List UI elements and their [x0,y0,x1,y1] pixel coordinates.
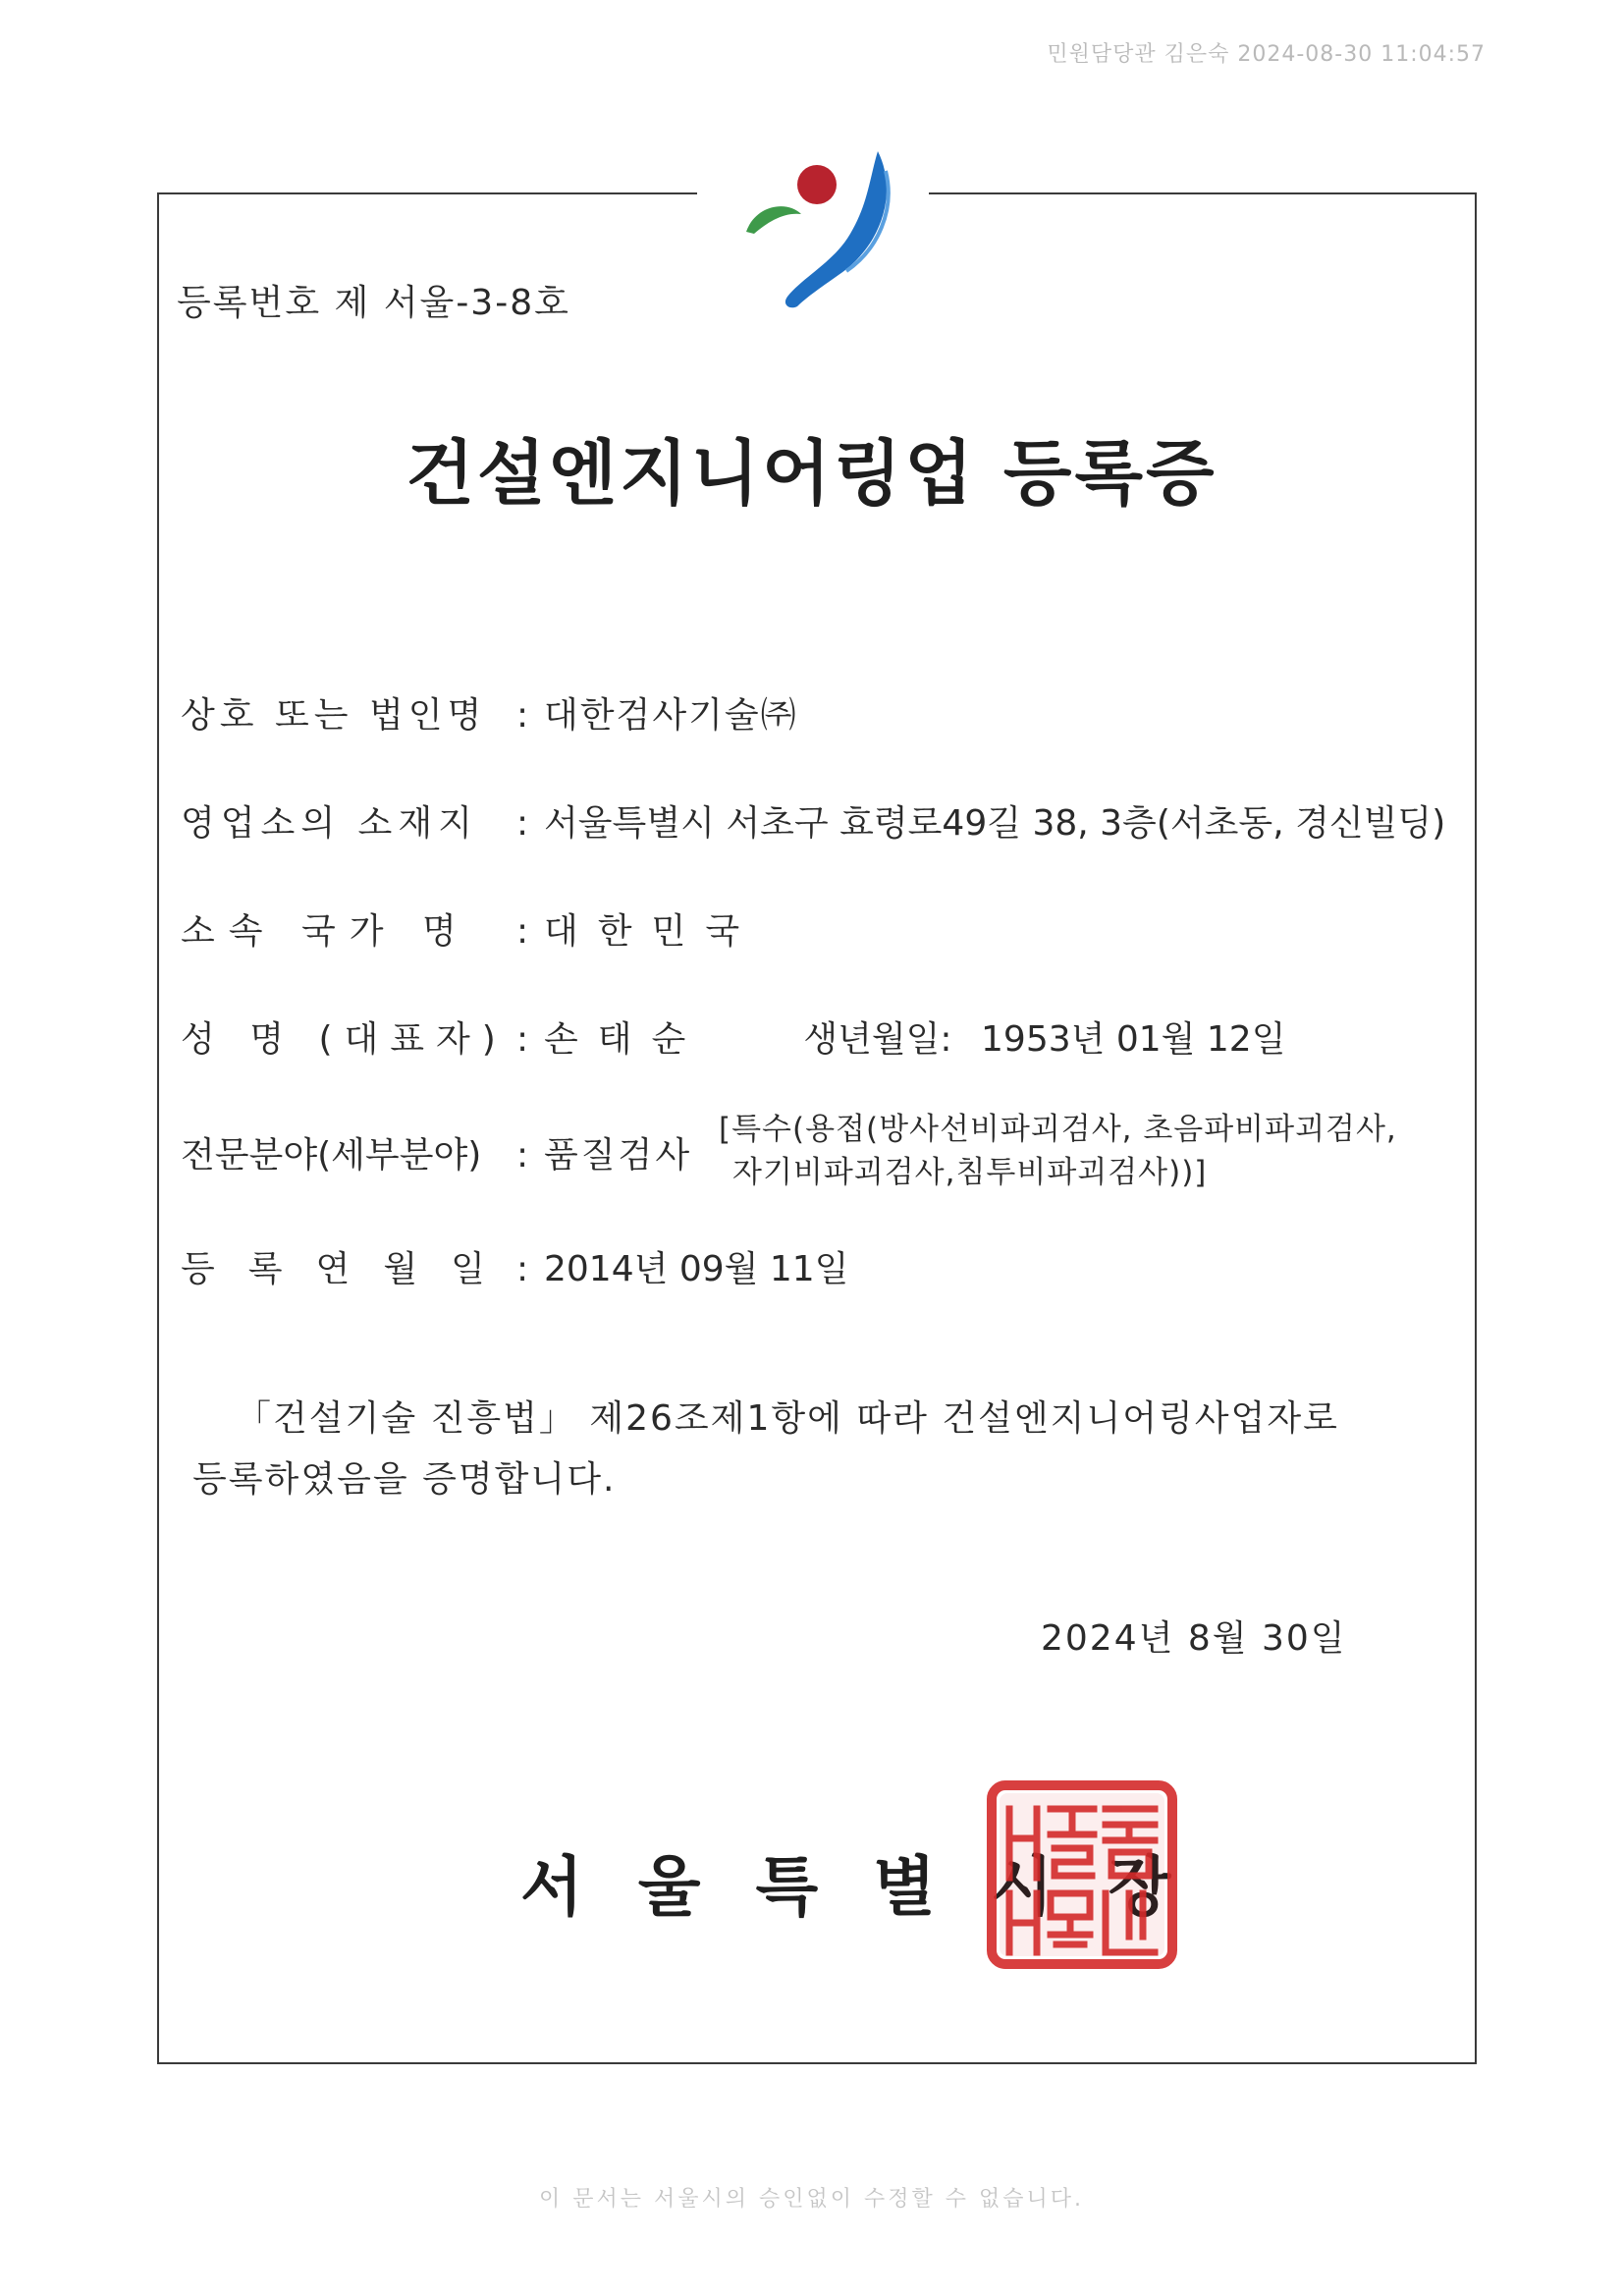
official-seal [986,1779,1178,1970]
registration-date-row [181,1241,848,1291]
logo-red-circle [797,165,837,204]
colon: : [516,1249,529,1289]
representative-value: 손태순 [544,1019,706,1060]
country-row [181,903,759,954]
company-label: 상호 또는 법인명 [181,695,487,736]
statement-line2: 등록하였음을 증명합니다. [192,1459,617,1500]
certificate-title: 건설엔지니어링업 등록증 [406,432,1217,515]
issue-date: 2024년 8월 30일 [1041,1618,1347,1659]
country-label: 소속 국가 명 [181,911,470,952]
field-detail [719,1108,1397,1194]
country-value: 대한민국 [544,911,760,952]
field-value: 품질검사 [544,1135,693,1175]
colon: : [516,803,529,844]
issuer-name: 서울특별시장 [520,1849,1226,1925]
birthdate-label: 생년월일: [803,1019,952,1060]
company-row [181,687,798,738]
seoul-city-logo [732,141,905,314]
registration-date-value: 2014년 09월 11일 [544,1249,849,1289]
field-label: 전문분야(세부분야) [181,1135,482,1175]
field-detail-line1: [특수(용접(방사선비파괴검사, 초음파비파괴검사, [719,1112,1397,1147]
address-label: 영업소의 소재지 [181,803,478,844]
field-detail-line2: 자기비파괴검사,침투비파괴검사))] [732,1155,1208,1190]
representative-row [181,1011,1285,1062]
registration-number: 등록번호 제 서울-3-8호 [177,283,570,323]
certification-statement [192,1389,1339,1510]
field-row [181,1127,692,1177]
representative-label: 성 명 (대표자) [181,1019,508,1060]
logo-green-mountain [746,206,801,234]
address-row [181,795,1445,846]
statement-line1: 「건설기술 진흥법」 제26조제1항에 따라 건설엔지니어링사업자로 [236,1398,1339,1439]
footer-notice: 이 문서는 서울시의 승인없이 수정할 수 없습니다. [539,2187,1084,2212]
colon: : [516,1135,529,1175]
registration-date-label: 등록연월일 [181,1249,518,1289]
colon: : [516,1019,529,1060]
colon: : [516,695,529,736]
address-value: 서울특별시 서초구 효령로49길 38, 3층(서초동, 경신빌딩) [544,803,1446,844]
colon: : [516,911,529,952]
company-value: 대한검사기술㈜ [544,695,798,736]
issuance-stamp-text: 민원담당관 김은숙 2024-08-30 11:04:57 [1047,42,1486,67]
birthdate-value: 1953년 01월 12일 [981,1019,1286,1060]
